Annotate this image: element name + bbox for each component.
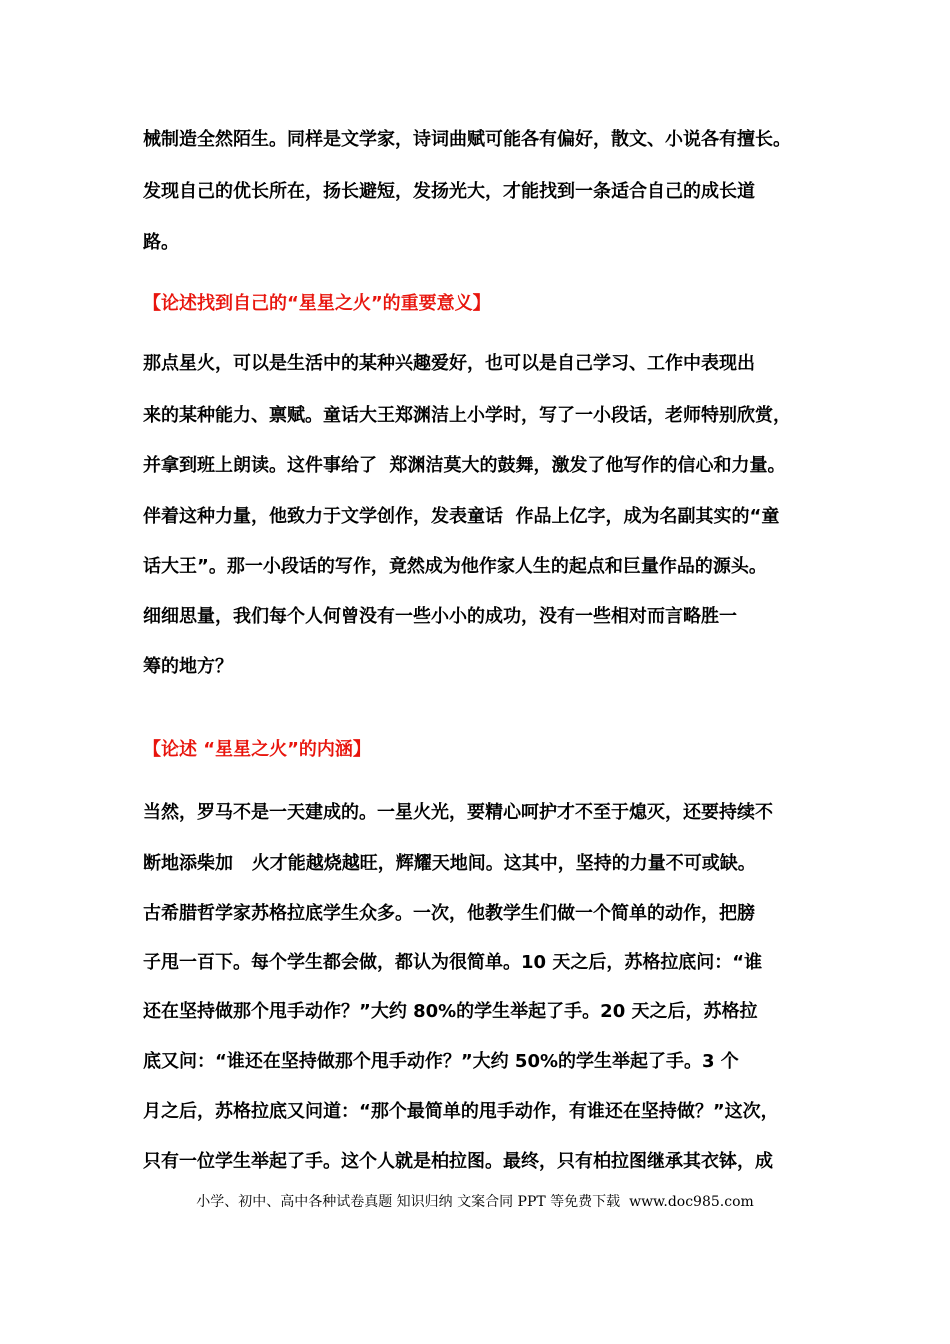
paragraph-line: 细细思量，我们每个人何曾没有一些小小的成功，没有一些相对而言略胜一: [143, 606, 737, 627]
paragraph-line: 那点星火，可以是生活中的某种兴趣爱好，也可以是自己学习、工作中表现出: [143, 353, 755, 374]
page-footer: 小学、初中、高中各种试卷真题 知识归纳 文案合同 PPT 等免费下载 www.doc985.com: [196, 1194, 754, 1210]
paragraph-line: 只有一位学生举起了手。这个人就是柏拉图。最终，只有柏拉图继承其衣钵，成: [143, 1151, 773, 1172]
paragraph-line: 筹的地方？: [143, 656, 233, 677]
paragraph-line: 断地添柴加 火才能越烧越旺，辉耀天地间。这其中，坚持的力量不可或缺。: [143, 853, 756, 874]
paragraph-line: 发现自己的优长所在，扬长避短，发扬光大，才能找到一条适合自己的成长道: [143, 181, 755, 202]
section-heading: 【论述找到自己的“星星之火”的重要意义】: [143, 293, 491, 314]
paragraph-line: 路。: [143, 232, 179, 253]
paragraph-line: 古希腊哲学家苏格拉底学生众多。一次，他教学生们做一个简单的动作，把膀: [143, 903, 755, 924]
paragraph-line: 械制造全然陌生。同样是文学家，诗词曲赋可能各有偏好，散文、小说各有擅长。: [143, 129, 791, 150]
paragraph-line: 伴着这种力量，他致力于文学创作，发表童话 作品上亿字，成为名副其实的“童: [143, 506, 780, 527]
paragraph-line: 当然，罗马不是一天建成的。一星火光，要精心呵护才不至于熄灭，还要持续不: [143, 802, 773, 823]
paragraph-line: 还在坚持做那个甩手动作？”大约 80%的学生举起了手。20 天之后，苏格拉: [143, 1001, 758, 1022]
paragraph-line: 月之后，苏格拉底又问道：“那个最简单的甩手动作，有谁还在坚持做？”这次，: [143, 1101, 779, 1122]
paragraph-line: 底又问：“谁还在坚持做那个甩手动作？”大约 50%的学生举起了手。3 个: [143, 1051, 739, 1072]
paragraph-line: 话大王”。那一小段话的写作，竟然成为他作家人生的起点和巨量作品的源头。: [143, 556, 767, 577]
paragraph-line: 子甩一百下。每个学生都会做，都认为很简单。10 天之后，苏格拉底问：“谁: [143, 952, 763, 973]
paragraph-line: 并拿到班上朗读。这件事给了 郑渊洁莫大的鼓舞，激发了他写作的信心和力量。: [143, 455, 786, 476]
paragraph-line: 来的某种能力、禀赋。童话大王郑渊洁上小学时，写了一小段话，老师特别欣赏，: [143, 405, 791, 426]
section-heading: 【论述 “星星之火”的内涵】: [143, 739, 371, 760]
